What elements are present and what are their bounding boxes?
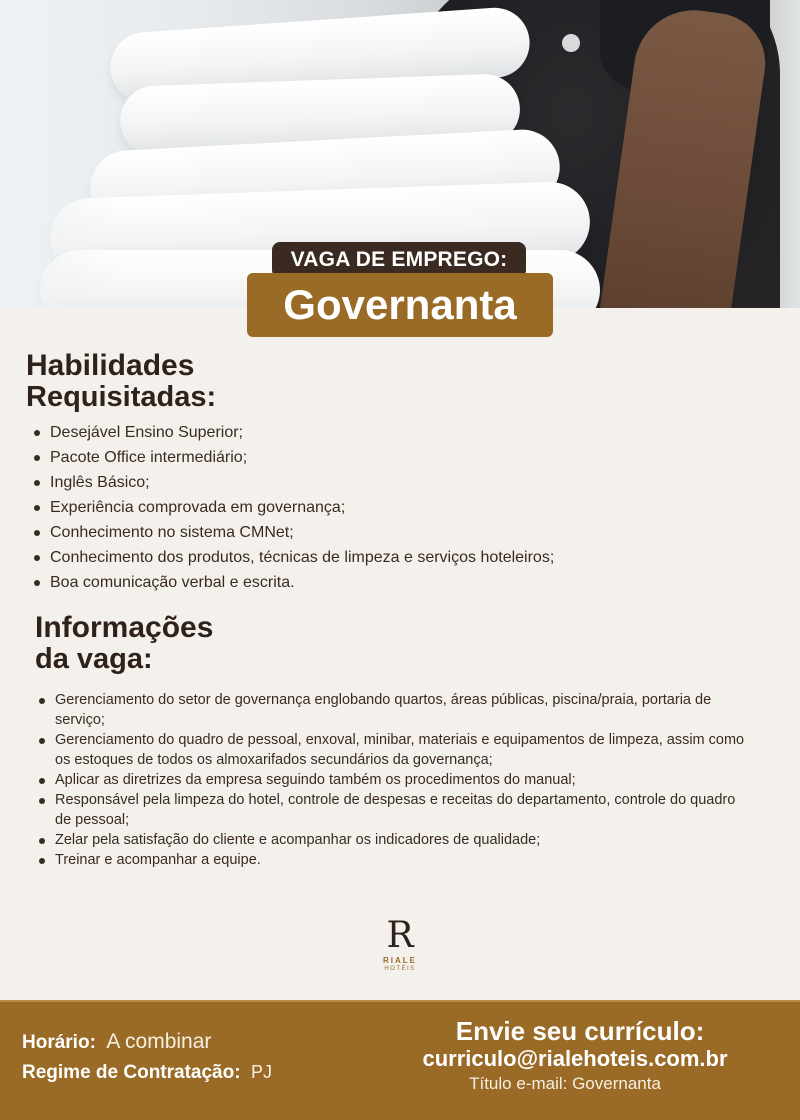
list-item: Conhecimento dos produtos, técnicas de limpeza e serviços hoteleiros; xyxy=(30,545,670,570)
info-heading xyxy=(35,612,213,676)
hours-label: Horário: xyxy=(22,1032,96,1053)
job-opening-label: VAGA DE EMPREGO: xyxy=(272,242,526,278)
hours-row xyxy=(22,1030,211,1054)
job-title: Governanta xyxy=(247,273,553,337)
email-subject-note: Título e-mail: Governanta xyxy=(469,1074,661,1093)
email-address[interactable]: curriculo@rialehoteis.com.br xyxy=(422,1046,728,1071)
skills-heading xyxy=(26,350,216,414)
list-item: Gerenciamento do quadro de pessoal, enxoval, minibar, materiais e equipamentos de limpeza, assim como os estoques de todos os almoxarifados secundários da governança; xyxy=(35,730,755,770)
list-item: Inglês Básico; xyxy=(30,470,670,495)
list-item: Treinar e acompanhar a equipe. xyxy=(35,850,755,870)
regime-row xyxy=(22,1062,272,1084)
list-item: Pacote Office intermediário; xyxy=(30,445,670,470)
skills-list xyxy=(30,420,670,595)
list-item: Aplicar as diretrizes da empresa seguindo também os procedimentos do manual; xyxy=(35,770,755,790)
info-list xyxy=(35,690,755,870)
list-item: Responsável pela limpeza do hotel, controle de despesas e receitas do departamento, controle do quadro de pessoal; xyxy=(35,790,755,830)
logo-mark: R xyxy=(386,915,414,956)
hero-uniform-button xyxy=(562,34,580,52)
send-resume-heading: Envie seu currículo: xyxy=(455,1016,705,1046)
logo-subtitle: HOTÉIS xyxy=(384,966,416,972)
list-item: Zelar pela satisfação do cliente e acompanhar os indicadores de qualidade; xyxy=(35,830,755,850)
regime-label: Regime de Contratação: xyxy=(22,1062,241,1083)
regime-value: PJ xyxy=(251,1062,273,1082)
hero-fade xyxy=(0,0,120,308)
list-item: Experiência comprovada em governança; xyxy=(30,495,670,520)
info-heading-line2: da vaga: xyxy=(35,643,153,676)
riale-logo xyxy=(375,915,425,972)
logo-name: RIALE xyxy=(383,956,417,965)
list-item: Conhecimento no sistema CMNet; xyxy=(30,520,670,545)
info-heading-line1: Informações xyxy=(35,611,214,644)
list-item: Gerenciamento do setor de governança englobando quartos, áreas públicas, piscina/praia, portaria de serviço; xyxy=(35,690,755,730)
hours-value: A combinar xyxy=(106,1030,212,1053)
skills-heading-line1: Habilidades xyxy=(26,349,195,382)
list-item: Desejável Ensino Superior; xyxy=(30,420,670,445)
list-item: Boa comunicação verbal e escrita. xyxy=(30,570,670,595)
skills-heading-line2: Requisitadas: xyxy=(26,381,217,414)
